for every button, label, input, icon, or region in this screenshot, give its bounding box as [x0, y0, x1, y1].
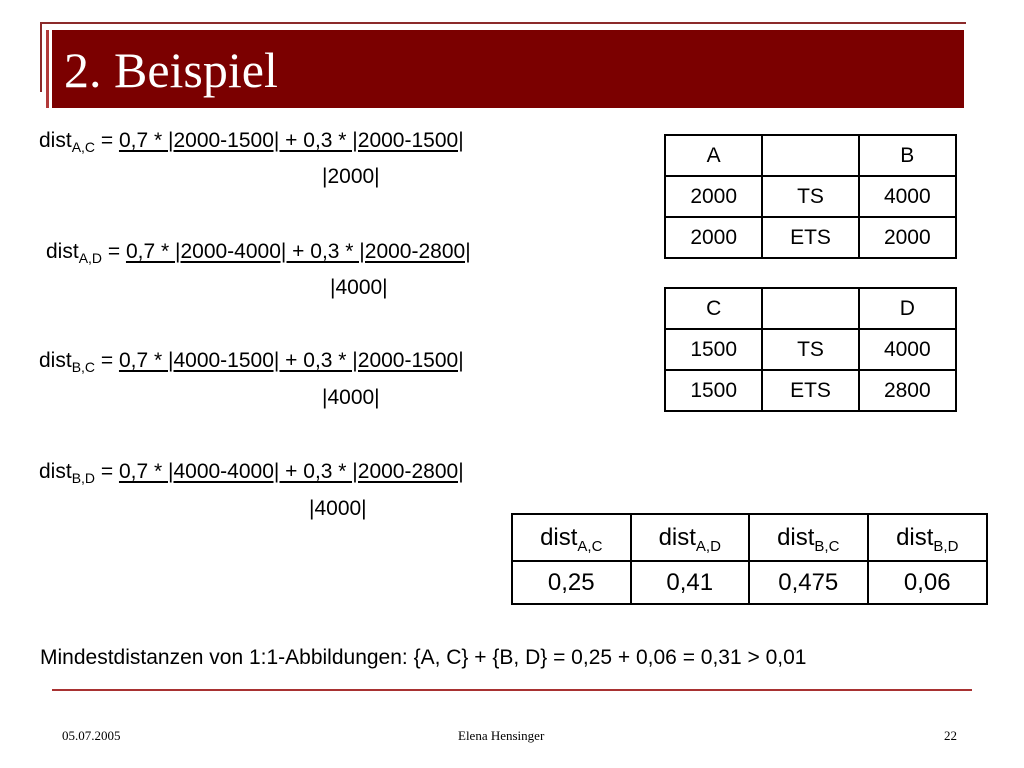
- table-cell: TS: [762, 329, 858, 370]
- table-row: [665, 135, 956, 176]
- table-cell: D: [859, 288, 956, 329]
- slide-title: 2. Beispiel: [64, 42, 278, 98]
- title-accent-bar: [46, 30, 49, 108]
- formula-label: dist: [39, 129, 72, 152]
- formula-dist-bd: [39, 459, 464, 485]
- table-row: [665, 370, 956, 411]
- formula-subscript: B,D: [71, 470, 96, 486]
- formula-equals: =: [95, 460, 119, 483]
- result-value-cell: 0,25: [512, 561, 631, 604]
- formula-equals: =: [102, 240, 126, 263]
- table-cell: 1500: [665, 370, 762, 411]
- table-cell: 2000: [859, 217, 956, 258]
- table-cell: 2000: [665, 176, 762, 217]
- formula-label: dist: [46, 240, 79, 263]
- formula-denominator: |4000|: [322, 386, 380, 409]
- table-cell: [762, 135, 858, 176]
- result-value-cell: 0,41: [631, 561, 750, 604]
- table-a-b: [664, 134, 957, 259]
- formula-subscript: B,C: [71, 359, 96, 375]
- table-row: [665, 288, 956, 329]
- table-cell: TS: [762, 176, 858, 217]
- table-cell: A: [665, 135, 762, 176]
- formula-dist-ad: [46, 239, 471, 265]
- result-value-cell: 0,06: [868, 561, 988, 604]
- summary-text: Mindestdistanzen von 1:1-Abbildungen: {A, C} + {B, D} = 0,25 + 0,06 = 0,31 > 0,01: [40, 646, 807, 669]
- footer-divider: [52, 689, 972, 691]
- table-cell: B: [859, 135, 956, 176]
- footer-date: 05.07.2005: [62, 728, 121, 743]
- table-c-d: [664, 287, 957, 412]
- table-cell: 2000: [665, 217, 762, 258]
- table-row: [665, 329, 956, 370]
- formula-subscript: A,D: [78, 250, 103, 266]
- formula-numerator: 0,7 * |4000-1500| + 0,3 * |2000-1500|: [118, 349, 464, 372]
- formula-numerator: 0,7 * |2000-4000| + 0,3 * |2000-2800|: [125, 240, 471, 263]
- table-cell: 4000: [859, 329, 956, 370]
- result-value-cell: 0,475: [749, 561, 868, 604]
- table-cell: ETS: [762, 370, 858, 411]
- result-table: [511, 513, 988, 605]
- result-header-cell: dist$_{A,C}$: [512, 514, 631, 561]
- result-header-cell: dist$_{B,C}$: [749, 514, 868, 561]
- table-cell: 2800: [859, 370, 956, 411]
- formula-dist-bc: [39, 348, 464, 374]
- formula-label: dist: [39, 460, 72, 483]
- footer-author: Elena Hensinger: [458, 728, 545, 743]
- formula-equals: =: [95, 129, 119, 152]
- formula-numerator: 0,7 * |2000-1500| + 0,3 * |2000-1500|: [118, 129, 464, 152]
- result-header-row: [512, 514, 987, 561]
- table-cell: [762, 288, 858, 329]
- formula-dist-ac: [39, 128, 464, 154]
- formula-label: dist: [39, 349, 72, 372]
- result-header-cell: dist$_{A,D}$: [631, 514, 750, 561]
- table-cell: C: [665, 288, 762, 329]
- result-header-cell: dist$_{B,D}$: [868, 514, 988, 561]
- table-cell: 4000: [859, 176, 956, 217]
- title-frame-left-line: [40, 22, 42, 92]
- title-frame-top-line: [40, 22, 966, 24]
- table-cell: 1500: [665, 329, 762, 370]
- table-row: [665, 176, 956, 217]
- table-row: [665, 217, 956, 258]
- footer-page-number: 22: [944, 728, 957, 743]
- formula-subscript: A,C: [71, 139, 96, 155]
- formula-denominator: |2000|: [322, 165, 380, 188]
- formula-denominator: |4000|: [330, 276, 388, 299]
- formula-equals: =: [95, 349, 119, 372]
- result-value-row: [512, 561, 987, 604]
- formula-numerator: 0,7 * |4000-4000| + 0,3 * |2000-2800|: [118, 460, 464, 483]
- table-cell: ETS: [762, 217, 858, 258]
- formula-denominator: |4000|: [309, 497, 367, 520]
